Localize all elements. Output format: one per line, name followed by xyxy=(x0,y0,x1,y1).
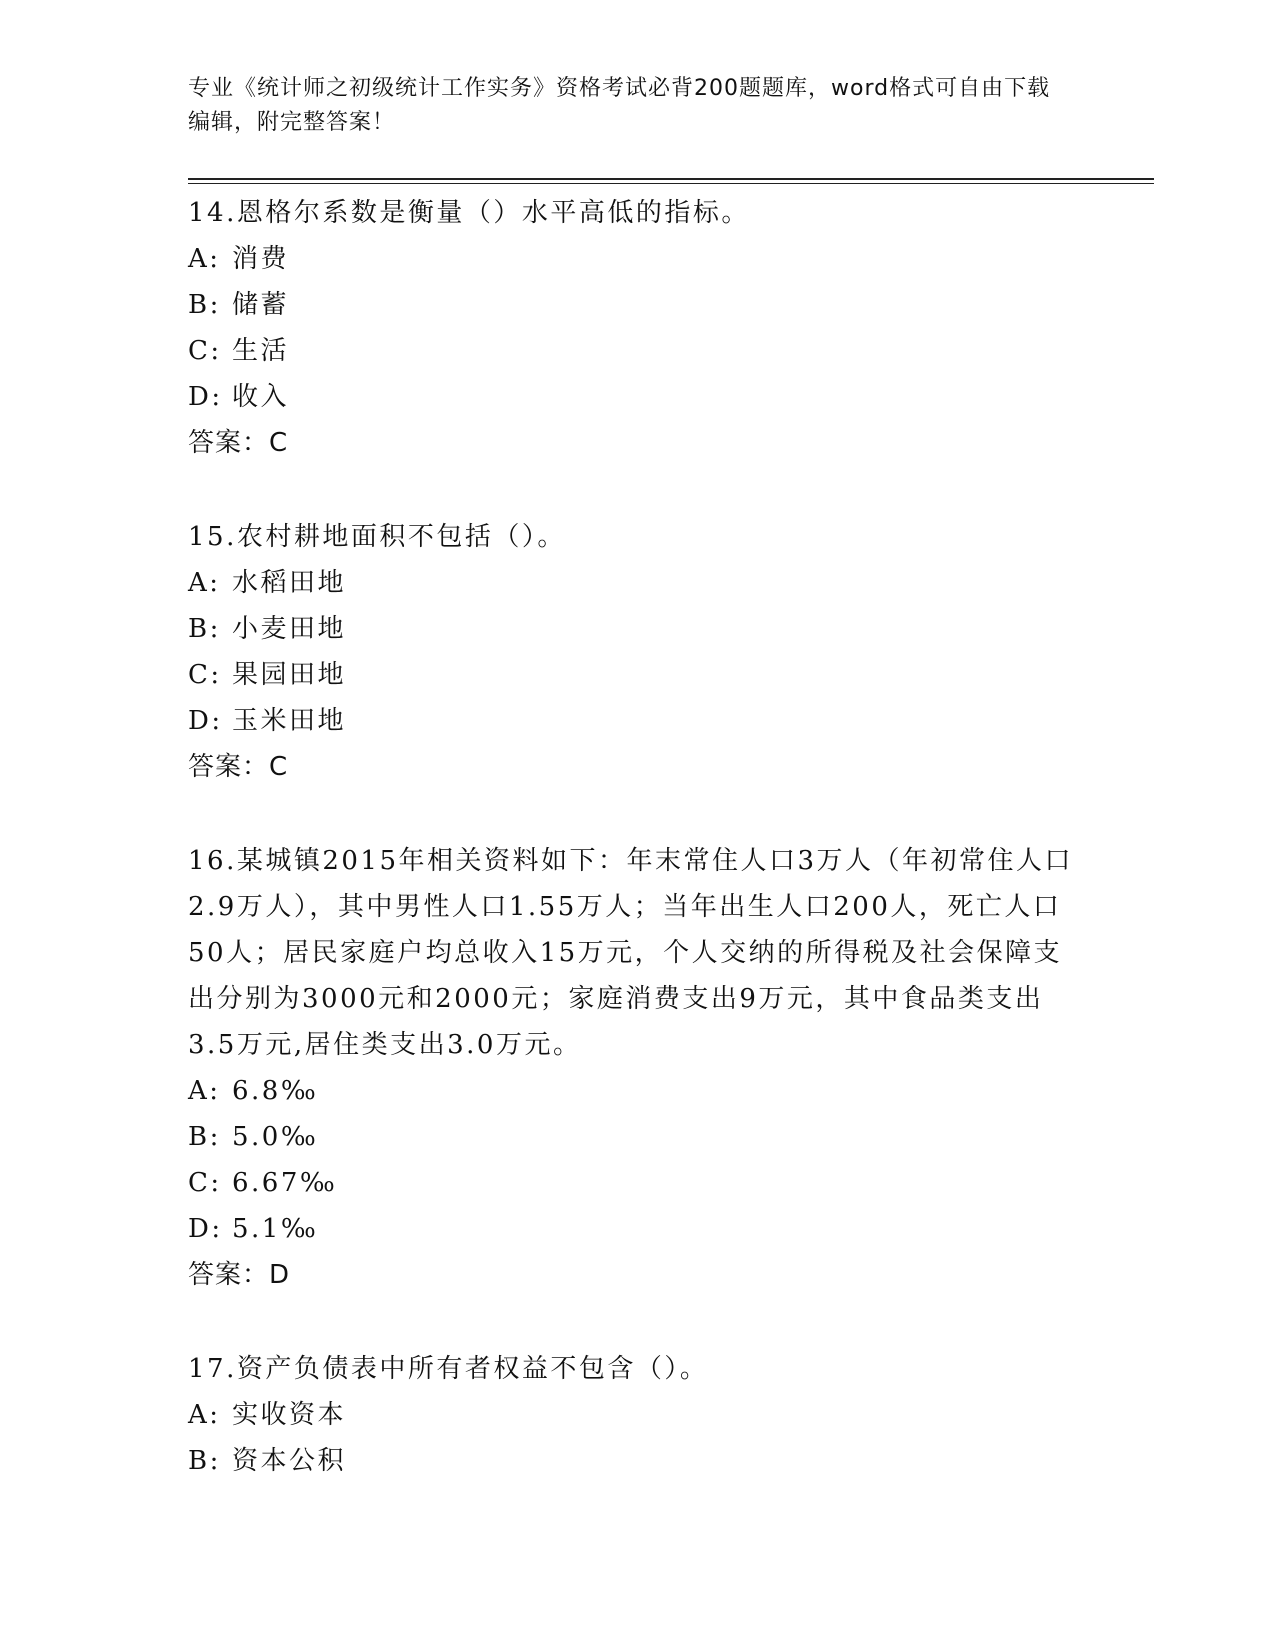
option-text: 果园田地 xyxy=(232,660,347,690)
option-letter: D: xyxy=(188,706,223,736)
option-letter: A: xyxy=(188,244,221,274)
option-text: 小麦田地 xyxy=(232,614,347,644)
option-text: 6.67‰ xyxy=(232,1168,338,1198)
option-b xyxy=(188,282,1088,328)
option-a xyxy=(188,1392,1088,1438)
option-letter: B: xyxy=(188,614,221,644)
option-a xyxy=(188,1068,1088,1114)
question-17 xyxy=(188,1346,1088,1484)
answer-line: 答案：C xyxy=(188,428,289,458)
option-text: 水稻田地 xyxy=(232,568,347,598)
option-c xyxy=(188,328,1088,374)
option-letter: D: xyxy=(188,1214,223,1244)
option-text: 资本公积 xyxy=(232,1446,347,1476)
option-letter: B: xyxy=(188,1446,221,1476)
option-letter: C: xyxy=(188,1168,222,1198)
question-15 xyxy=(188,514,1088,790)
option-d xyxy=(188,1206,1088,1252)
answer-line: 答案：D xyxy=(188,1260,291,1290)
option-letter: B: xyxy=(188,290,221,320)
option-letter: C: xyxy=(188,660,222,690)
option-text: 玉米田地 xyxy=(232,706,347,736)
option-text: 收入 xyxy=(232,382,290,412)
header-divider-thick xyxy=(188,178,1154,180)
question-stem: 15.农村耕地面积不包括（）。 xyxy=(188,522,566,552)
answer-line: 答案：C xyxy=(188,752,289,782)
option-letter: A: xyxy=(188,568,221,598)
option-a xyxy=(188,560,1088,606)
option-text: 5.1‰ xyxy=(232,1214,319,1244)
option-b xyxy=(188,606,1088,652)
option-letter: D: xyxy=(188,382,223,412)
question-stem: 16.某城镇2015年相关资料如下：年末常住人口3万人（年初常住人口2.9万人），其中男性人口1.55万人；当年出生人口200人，死亡人口50人；居民家庭户均总收入15万元，个人交纳的所得税及社会保障支出分别为3000元和2000元；家庭消费支出9万元，其中食品类支出3.5万元,居住类支出3.0万元。 xyxy=(188,846,1074,1060)
option-text: 6.8‰ xyxy=(232,1076,319,1106)
option-b xyxy=(188,1438,1088,1484)
question-stem: 17.资产负债表中所有者权益不包含（）。 xyxy=(188,1354,709,1384)
option-text: 实收资本 xyxy=(232,1400,347,1430)
option-letter: C: xyxy=(188,336,222,366)
option-c xyxy=(188,1160,1088,1206)
header-divider-thin xyxy=(188,183,1154,184)
option-text: 生活 xyxy=(232,336,290,366)
option-d xyxy=(188,698,1088,744)
option-letter: A: xyxy=(188,1076,221,1106)
option-b xyxy=(188,1114,1088,1160)
option-letter: B: xyxy=(188,1122,221,1152)
question-stem: 14.恩格尔系数是衡量（）水平高低的指标。 xyxy=(188,198,750,228)
option-text: 消费 xyxy=(232,244,290,274)
option-text: 储蓄 xyxy=(232,290,290,320)
option-letter: A: xyxy=(188,1400,221,1430)
option-a xyxy=(188,236,1088,282)
option-d xyxy=(188,374,1088,420)
question-14 xyxy=(188,190,1088,466)
option-text: 5.0‰ xyxy=(232,1122,319,1152)
document-header: 专业《统计师之初级统计工作实务》资格考试必背200题题库，word格式可自由下载编辑，附完整答案！ xyxy=(188,76,1051,135)
option-c xyxy=(188,652,1088,698)
question-list xyxy=(188,190,1088,1532)
question-16 xyxy=(188,838,1088,1298)
